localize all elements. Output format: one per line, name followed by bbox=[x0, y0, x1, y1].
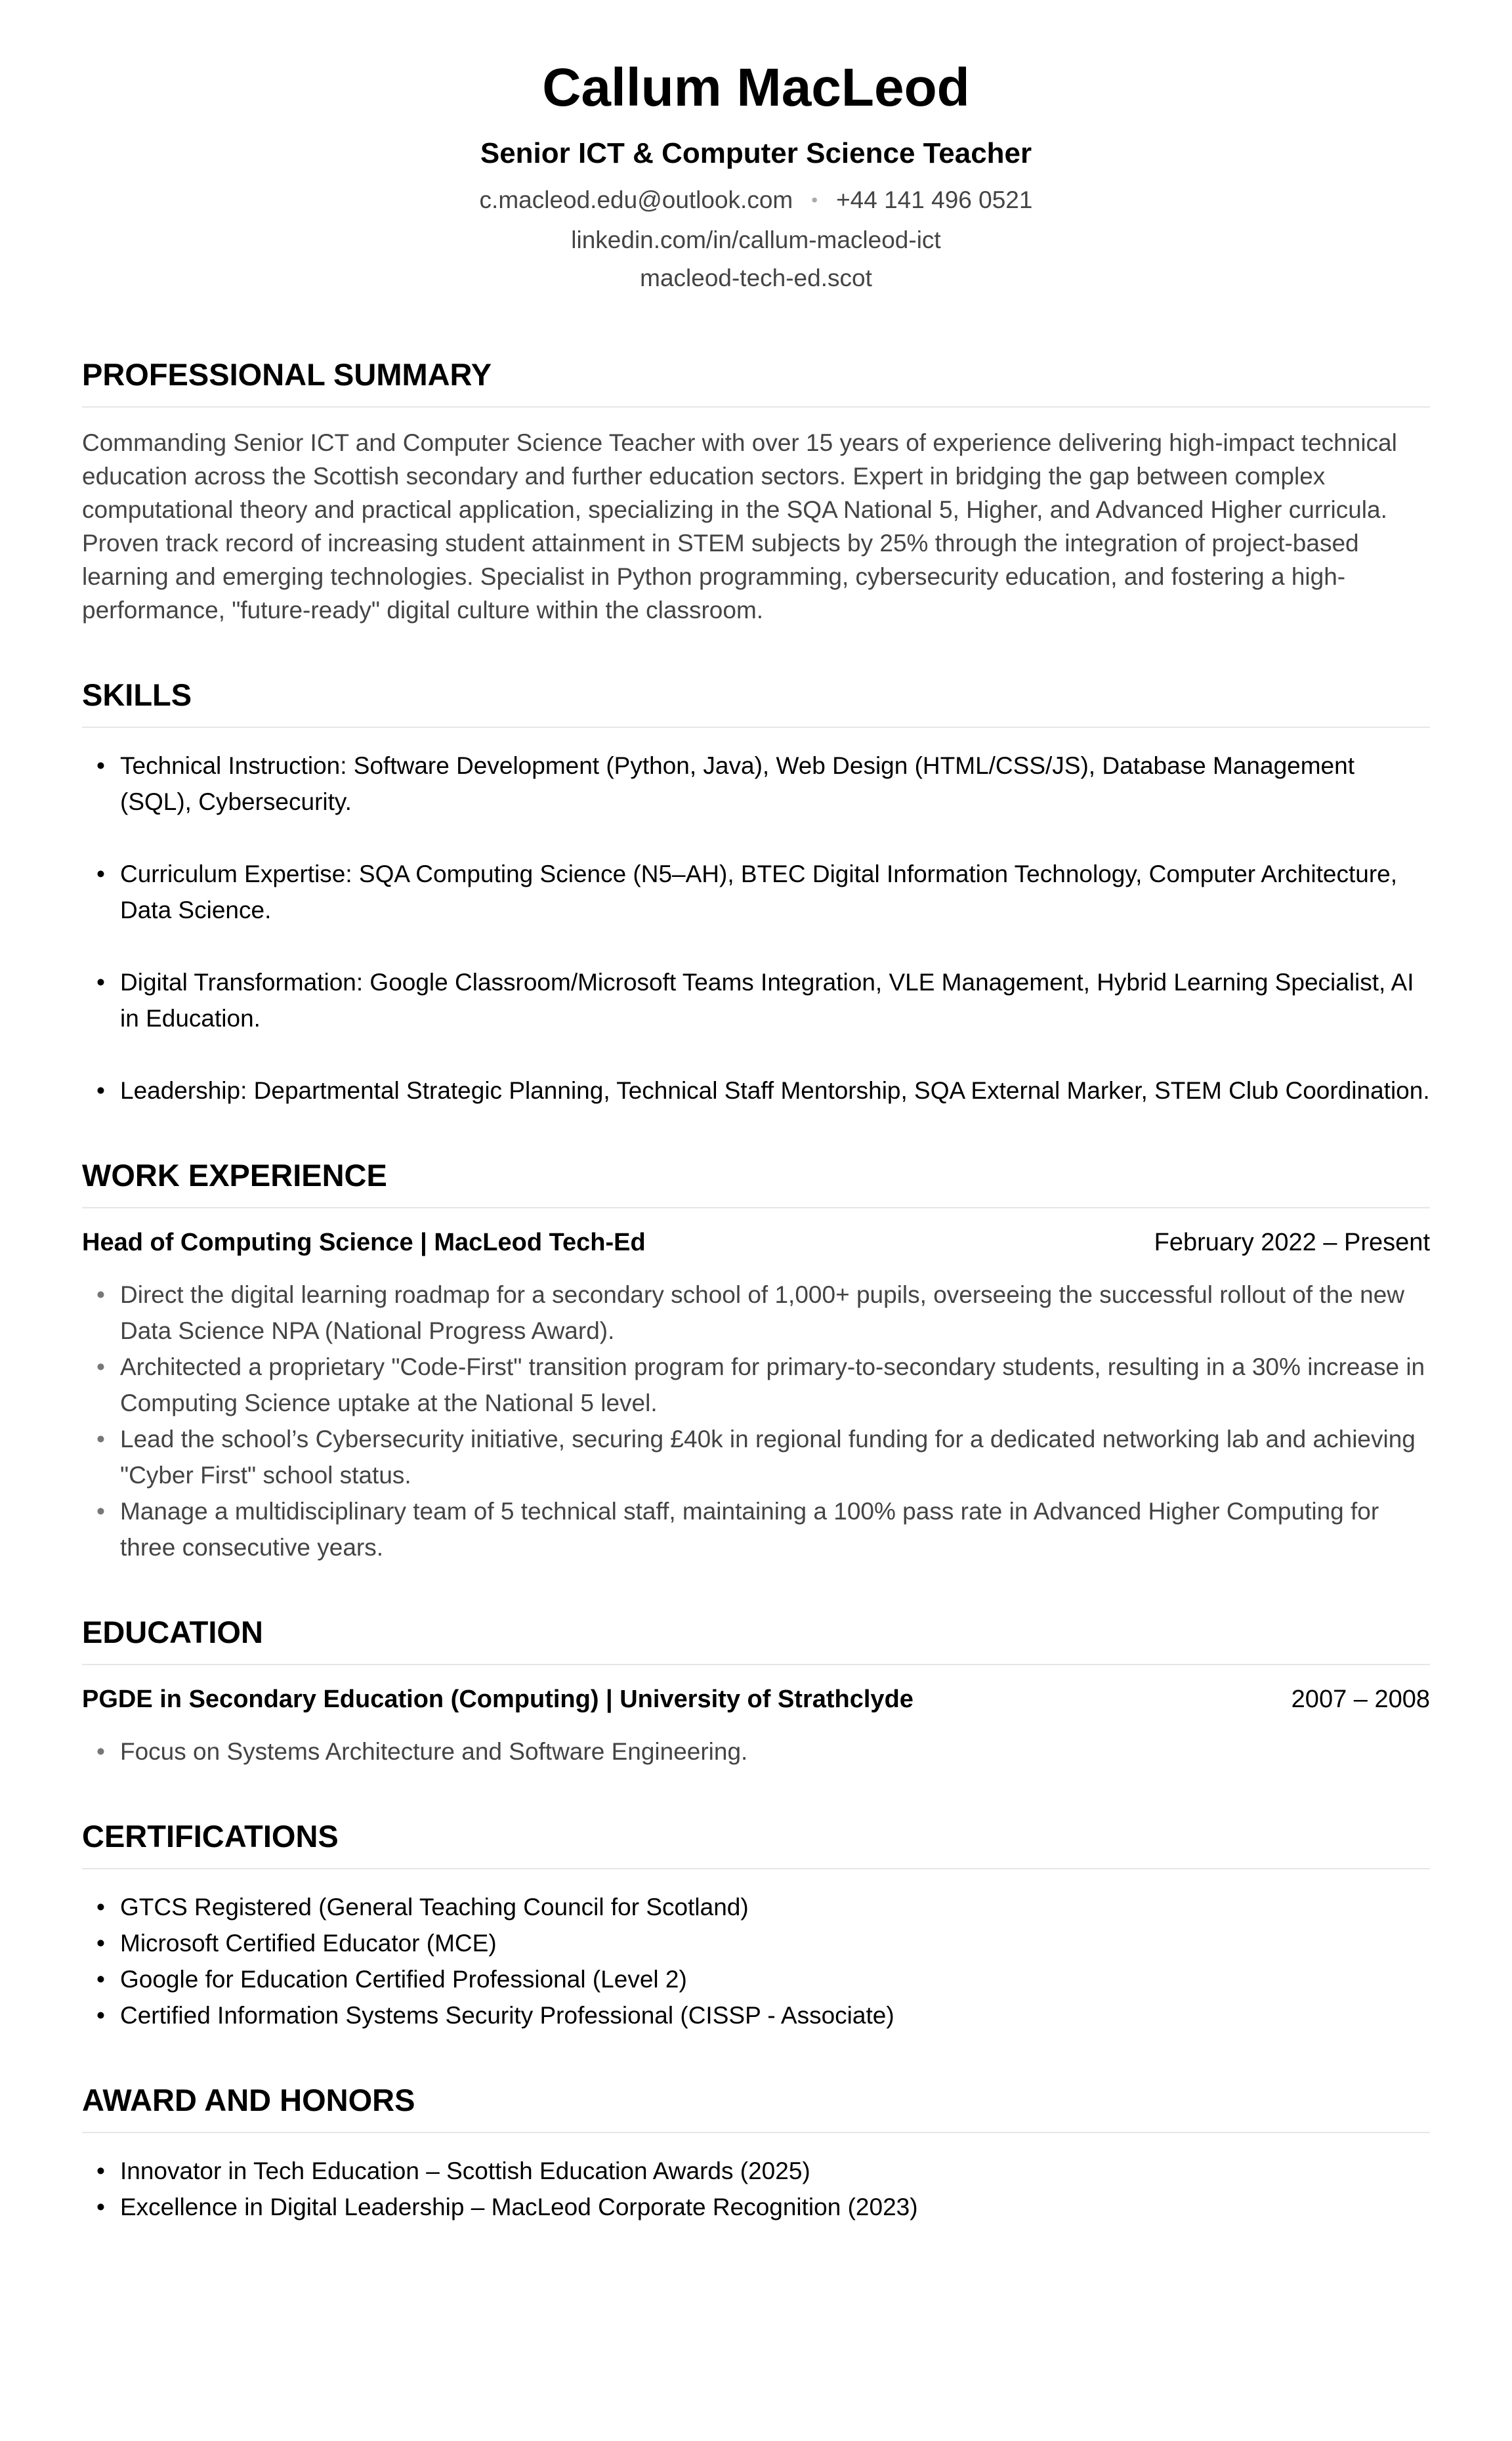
resume-header bbox=[82, 0, 1430, 297]
job-bullets bbox=[82, 1277, 1430, 1565]
list-item: • Manage a multidisciplinary team of 5 technical staff, maintaining a 100% pass rate in Advanced Higher Computing for three consecutive years. bbox=[82, 1493, 1430, 1565]
section-title-certifications: CERTIFICATIONS bbox=[82, 1817, 1430, 1869]
education-title: PGDE in Secondary Education (Computing) | University of Strathclyde bbox=[82, 1686, 914, 1713]
education-section bbox=[82, 1613, 1430, 1770]
phone-number[interactable]: +44 141 496 0521 bbox=[836, 186, 1033, 213]
section-title-experience: WORK EXPERIENCE bbox=[82, 1156, 1430, 1208]
summary-section bbox=[82, 355, 1430, 627]
email-link[interactable]: c.macleod.edu@outlook.com bbox=[479, 186, 793, 213]
candidate-name: Callum MacLeod bbox=[542, 58, 970, 117]
skills-list bbox=[82, 748, 1430, 1109]
list-item: • Microsoft Certified Educator (MCE) bbox=[82, 1925, 1430, 1961]
job-date: February 2022 – Present bbox=[1154, 1229, 1430, 1256]
list-item: • Lead the school’s Cybersecurity initiative, securing £40k in regional funding for a dedicated networking lab and achieving "Cyber First" school status. bbox=[82, 1421, 1430, 1493]
section-title-skills: SKILLS bbox=[82, 675, 1430, 728]
list-item: • Google for Education Certified Professional (Level 2) bbox=[82, 1961, 1430, 1997]
awards-section bbox=[82, 2081, 1430, 2225]
candidate-headline: Senior ICT & Computer Science Teacher bbox=[480, 137, 1032, 169]
contact-separator: • bbox=[811, 190, 818, 210]
section-title-summary: PROFESSIONAL SUMMARY bbox=[82, 355, 1430, 408]
list-item: • Technical Instruction: Software Development (Python, Java), Web Design (HTML/CSS/JS), Database Management (SQL), Cybersecurity. bbox=[82, 748, 1430, 820]
list-item: • Curriculum Expertise: SQA Computing Science (N5–AH), BTEC Digital Information Technology, Computer Architecture, Data Science. bbox=[82, 856, 1430, 928]
list-item: • Innovator in Tech Education – Scottish Education Awards (2025) bbox=[82, 2153, 1430, 2189]
skills-section bbox=[82, 675, 1430, 1109]
list-item: • Leadership: Departmental Strategic Planning, Technical Staff Mentorship, SQA External Marker, STEM Club Coordination. bbox=[82, 1072, 1430, 1109]
list-item: • Certified Information Systems Security Professional (CISSP - Associate) bbox=[82, 1997, 1430, 2033]
section-title-education: EDUCATION bbox=[82, 1613, 1430, 1665]
education-bullets bbox=[82, 1733, 1430, 1770]
section-title-awards: AWARD AND HONORS bbox=[82, 2081, 1430, 2133]
website-link[interactable]: macleod-tech-ed.scot bbox=[640, 265, 872, 291]
job-title: Head of Computing Science | MacLeod Tech-Ed bbox=[82, 1229, 646, 1256]
list-item: • Excellence in Digital Leadership – MacLeod Corporate Recognition (2023) bbox=[82, 2189, 1430, 2225]
list-item: • Focus on Systems Architecture and Software Engineering. bbox=[82, 1733, 1430, 1770]
job-header bbox=[82, 1225, 1430, 1260]
education-date: 2007 – 2008 bbox=[1291, 1686, 1430, 1713]
contact-row-primary bbox=[82, 181, 1430, 221]
certifications-section bbox=[82, 1817, 1430, 2033]
list-item: • Direct the digital learning roadmap for a secondary school of 1,000+ pupils, overseeing the successful rollout of the new Data Science NPA (National Progress Award). bbox=[82, 1277, 1430, 1349]
linkedin-link[interactable]: linkedin.com/in/callum-macleod-ict bbox=[571, 226, 941, 253]
list-item: • GTCS Registered (General Teaching Council for Scotland) bbox=[82, 1889, 1430, 1925]
list-item: • Digital Transformation: Google Classroom/Microsoft Teams Integration, VLE Management, Hybrid Learning Specialist, AI in Education. bbox=[82, 964, 1430, 1036]
contact-info bbox=[82, 181, 1430, 297]
summary-text: Commanding Senior ICT and Computer Science Teacher with over 15 years of experience delivering high-impact technical education across the Scottish secondary and further education sectors. Expert in bridging the gap between complex computational theory and practical application, specializing in the SQA National 5, Higher, and Advanced Higher curricula. Proven track record of increasing student attainment in STEM subjects by 25% through the integration of project-based learning and emerging technologies. Specialist in Python programming, cybersecurity education, and fostering a high-performance, "future-ready" digital culture within the classroom. bbox=[82, 429, 1397, 624]
education-header bbox=[82, 1682, 1430, 1716]
awards-list bbox=[82, 2153, 1430, 2225]
certifications-list bbox=[82, 1889, 1430, 2033]
list-item: • Architected a proprietary "Code-First" transition program for primary-to-secondary students, resulting in a 30% increase in Computing Science uptake at the National 5 level. bbox=[82, 1349, 1430, 1421]
experience-section bbox=[82, 1156, 1430, 1565]
